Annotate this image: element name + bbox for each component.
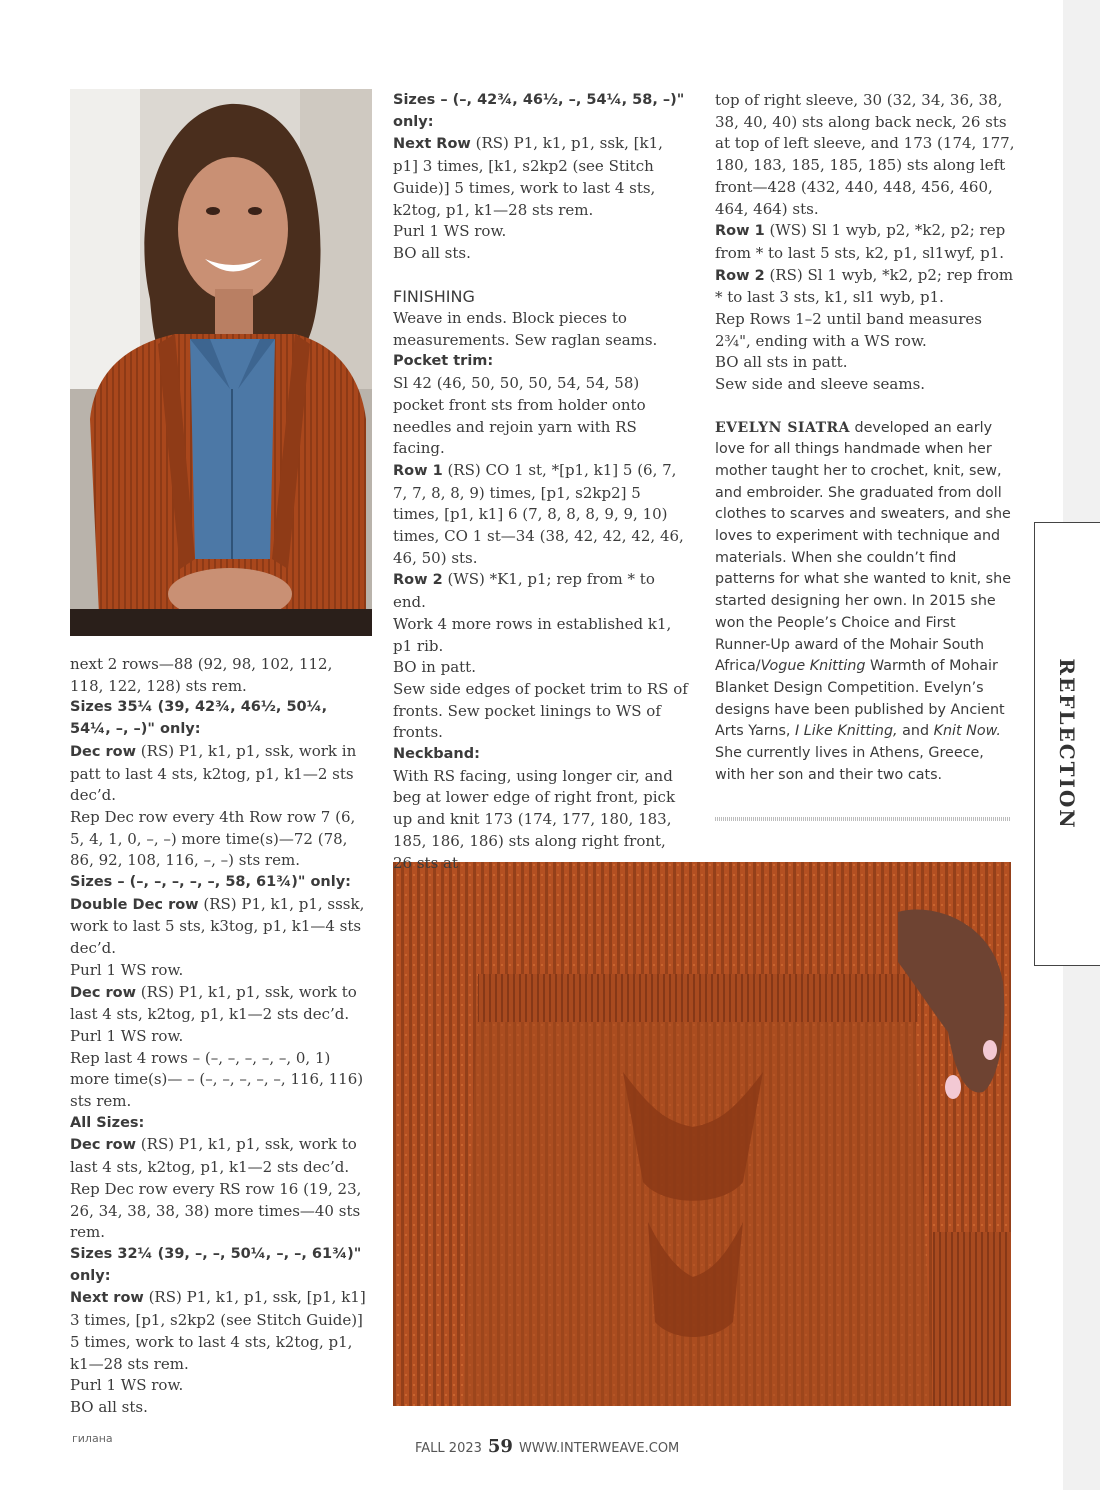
- paragraph: Rep Dec row every RS row 16 (19, 23, 26, 34, 38, 38, 38) more times—40 sts rem.: [70, 1179, 362, 1242]
- row-label: Row 1: [393, 462, 443, 479]
- website-url: WWW.INTERWEAVE.COM: [518, 1441, 680, 1456]
- paragraph: Weave in ends. Block pieces to measurements. Sew raglan seams.: [393, 309, 658, 349]
- size-heading: Sizes – (–, 42¾, 46½, –, 54¼, 58, –)" only:: [393, 92, 685, 130]
- paragraph: next 2 rows—88 (92, 98, 102, 112, 118, 122, 128) sts rem.: [70, 655, 333, 695]
- right-text-column: [715, 90, 1015, 786]
- designer-bio: EVELYN SIATRA developed an early love for all things handmade when her mother taught her to crochet, knit, sew, and embroider. She graduated from doll clothes to scarves and sweaters, and she loves to experiment with technique and materials. When she couldn’t find patterns for what she wanted to knit, she started designing her own. In 2015 she won the People’s Choice and First Runner-Up award of the Mohair South Africa/Vogue Knitting Warmth of Mohair Blanket Design Competition. Evelyn’s designs have been published by Ancient Arts Yarns, I Like Knitting, and Knit Now. She currently lives in Athens, Greece, with her son and their two cats.: [715, 419, 1011, 783]
- row-label: Row 1: [715, 223, 765, 240]
- paragraph: Purl 1 WS row.: [70, 1026, 184, 1045]
- paragraph: Sl 42 (46, 50, 50, 50, 54, 54, 58) pocket front sts from holder onto needles and rejoin yarn with RS facing.: [393, 374, 646, 458]
- row-label: Next Row: [393, 136, 471, 153]
- instruction: Dec row (RS) P1, k1, p1, ssk, work in patt to last 4 sts, k2tog, p1, k1—2 sts dec’d.: [70, 741, 357, 805]
- size-heading: Sizes – (–, –, –, –, –, 58, 61¾)" only:: [70, 874, 351, 891]
- page-footer: [415, 1436, 679, 1457]
- instruction: Row 1 (WS) Sl 1 wyb, p2, *k2, p2; rep from * to last 5 sts, k2, p1, sl1wyf, p1.: [715, 221, 1006, 262]
- paragraph: Purl 1 WS row.: [70, 960, 184, 979]
- paragraph: Purl 1 WS row.: [393, 222, 507, 241]
- paragraph: Sew side edges of pocket trim to RS of fronts. Sew pocket linings to WS of fronts.: [393, 679, 688, 742]
- model-illustration: [70, 89, 372, 636]
- footer-credit: гилана: [72, 1432, 113, 1445]
- model-photo: [70, 89, 372, 636]
- paragraph: BO all sts.: [70, 1397, 148, 1416]
- bio-divider: [715, 817, 1011, 821]
- row-label: Dec row: [70, 743, 137, 760]
- instruction: Dec row (RS) P1, k1, p1, ssk, work to last 4 sts, k2tog, p1, k1—2 sts dec’d.: [70, 982, 357, 1024]
- paragraph: top of right sleeve, 30 (32, 34, 36, 38, 38, 40, 40) sts along back neck, 26 sts at top of left sleeve, and 173 (174, 177, 180, 183, 185, 185, 185) sts along left front—428 (432, 440, 448, 456, 460, 464, 464) sts.: [715, 91, 1015, 218]
- instruction: Row 2 (WS) *K1, p1; rep from * to end.: [393, 570, 655, 612]
- instruction: Row 1 (RS) CO 1 st, *[p1, k1] 5 (6, 7, 7, 7, 8, 8, 9) times, [p1, s2kp2] 5 times, [p1, k1] 6 (7, 8, 8, 8, 9, 9, 10) times, CO 1 st—34 (38, 42, 42, 42, 46, 46, 50) sts.: [393, 460, 684, 567]
- row-label: Next row: [70, 1290, 144, 1307]
- designer-name: EVELYN SIATRA: [715, 419, 850, 436]
- row-label: Dec row: [70, 984, 137, 1001]
- row-label: Row 2: [393, 572, 443, 589]
- paragraph: BO all sts.: [393, 243, 471, 262]
- left-text-column: [70, 654, 370, 1419]
- pocket-illustration: [393, 862, 1011, 1406]
- row-label: Row 2: [715, 267, 765, 284]
- instruction: Next Row (RS) P1, k1, p1, ssk, [k1, p1] 3 times, [k1, s2kp2 (see Stitch Guide)] 5 times, work to last 4 sts, k2tog, p1, k1—28 sts rem.: [393, 134, 663, 219]
- subheading: Pocket trim:: [393, 353, 494, 370]
- paragraph: Purl 1 WS row.: [70, 1376, 184, 1395]
- size-heading: All Sizes:: [70, 1114, 145, 1131]
- size-heading: Sizes 32¼ (39, –, –, 50¼, –, –, 61¾)" only:: [70, 1245, 362, 1284]
- pocket-detail-photo: [393, 862, 1011, 1406]
- paragraph: Rep Dec row every 4th Row row 7 (6, 5, 4, 1, 0, –, –) more time(s)—72 (78, 86, 92, 108, 116, –, –) sts rem.: [70, 807, 356, 870]
- paragraph: Work 4 more rows in established k1, p1 rib.: [393, 614, 672, 655]
- instruction: Double Dec row (RS) P1, k1, p1, sssk, work to last 5 sts, k3tog, p1, k1—4 sts dec’d.: [70, 894, 365, 958]
- size-heading: Sizes 35¼ (39, 42¾, 46½, 50¼, 54¼, –, –)" only:: [70, 699, 328, 738]
- row-label: Double Dec row: [70, 896, 199, 913]
- paragraph: Rep Rows 1–2 until band measures 2¾", ending with a WS row.: [715, 310, 982, 350]
- section-heading: FINISHING: [393, 287, 475, 307]
- paragraph: Sew side and sleeve seams.: [715, 375, 926, 394]
- issue-label: FALL 2023: [415, 1441, 482, 1456]
- subheading: Neckband:: [393, 746, 480, 763]
- paragraph: Rep last 4 rows – (–, –, –, –, –, 0, 1) more time(s)— – (–, –, –, –, –, 116, 116) sts rem.: [70, 1048, 364, 1111]
- paragraph: BO in patt.: [393, 658, 476, 677]
- middle-text-column: [393, 90, 688, 874]
- page-number: 59: [487, 1436, 513, 1457]
- paragraph: With RS facing, using longer cir, and beg at lower edge of right front, pick up and knit 173 (174, 177, 180, 183, 185, 186, 186) sts along right front, 26 sts at: [393, 766, 676, 872]
- row-label: Dec row: [70, 1137, 137, 1154]
- instruction: Next row (RS) P1, k1, p1, ssk, [p1, k1] 3 times, [p1, s2kp2 (see Stitch Guide)] 5 times, work to last 4 sts, k2tog, p1, k1—28 sts rem.: [70, 1288, 366, 1373]
- instruction: Dec row (RS) P1, k1, p1, ssk, work to last 4 sts, k2tog, p1, k1—2 sts dec’d.: [70, 1135, 357, 1177]
- section-tab-label: REFLECTION: [1055, 658, 1079, 830]
- paragraph: BO all sts in patt.: [715, 353, 848, 372]
- instruction: Row 2 (RS) Sl 1 wyb, *k2, p2; rep from * to last 3 sts, k1, sl1 wyb, p1.: [715, 265, 1014, 307]
